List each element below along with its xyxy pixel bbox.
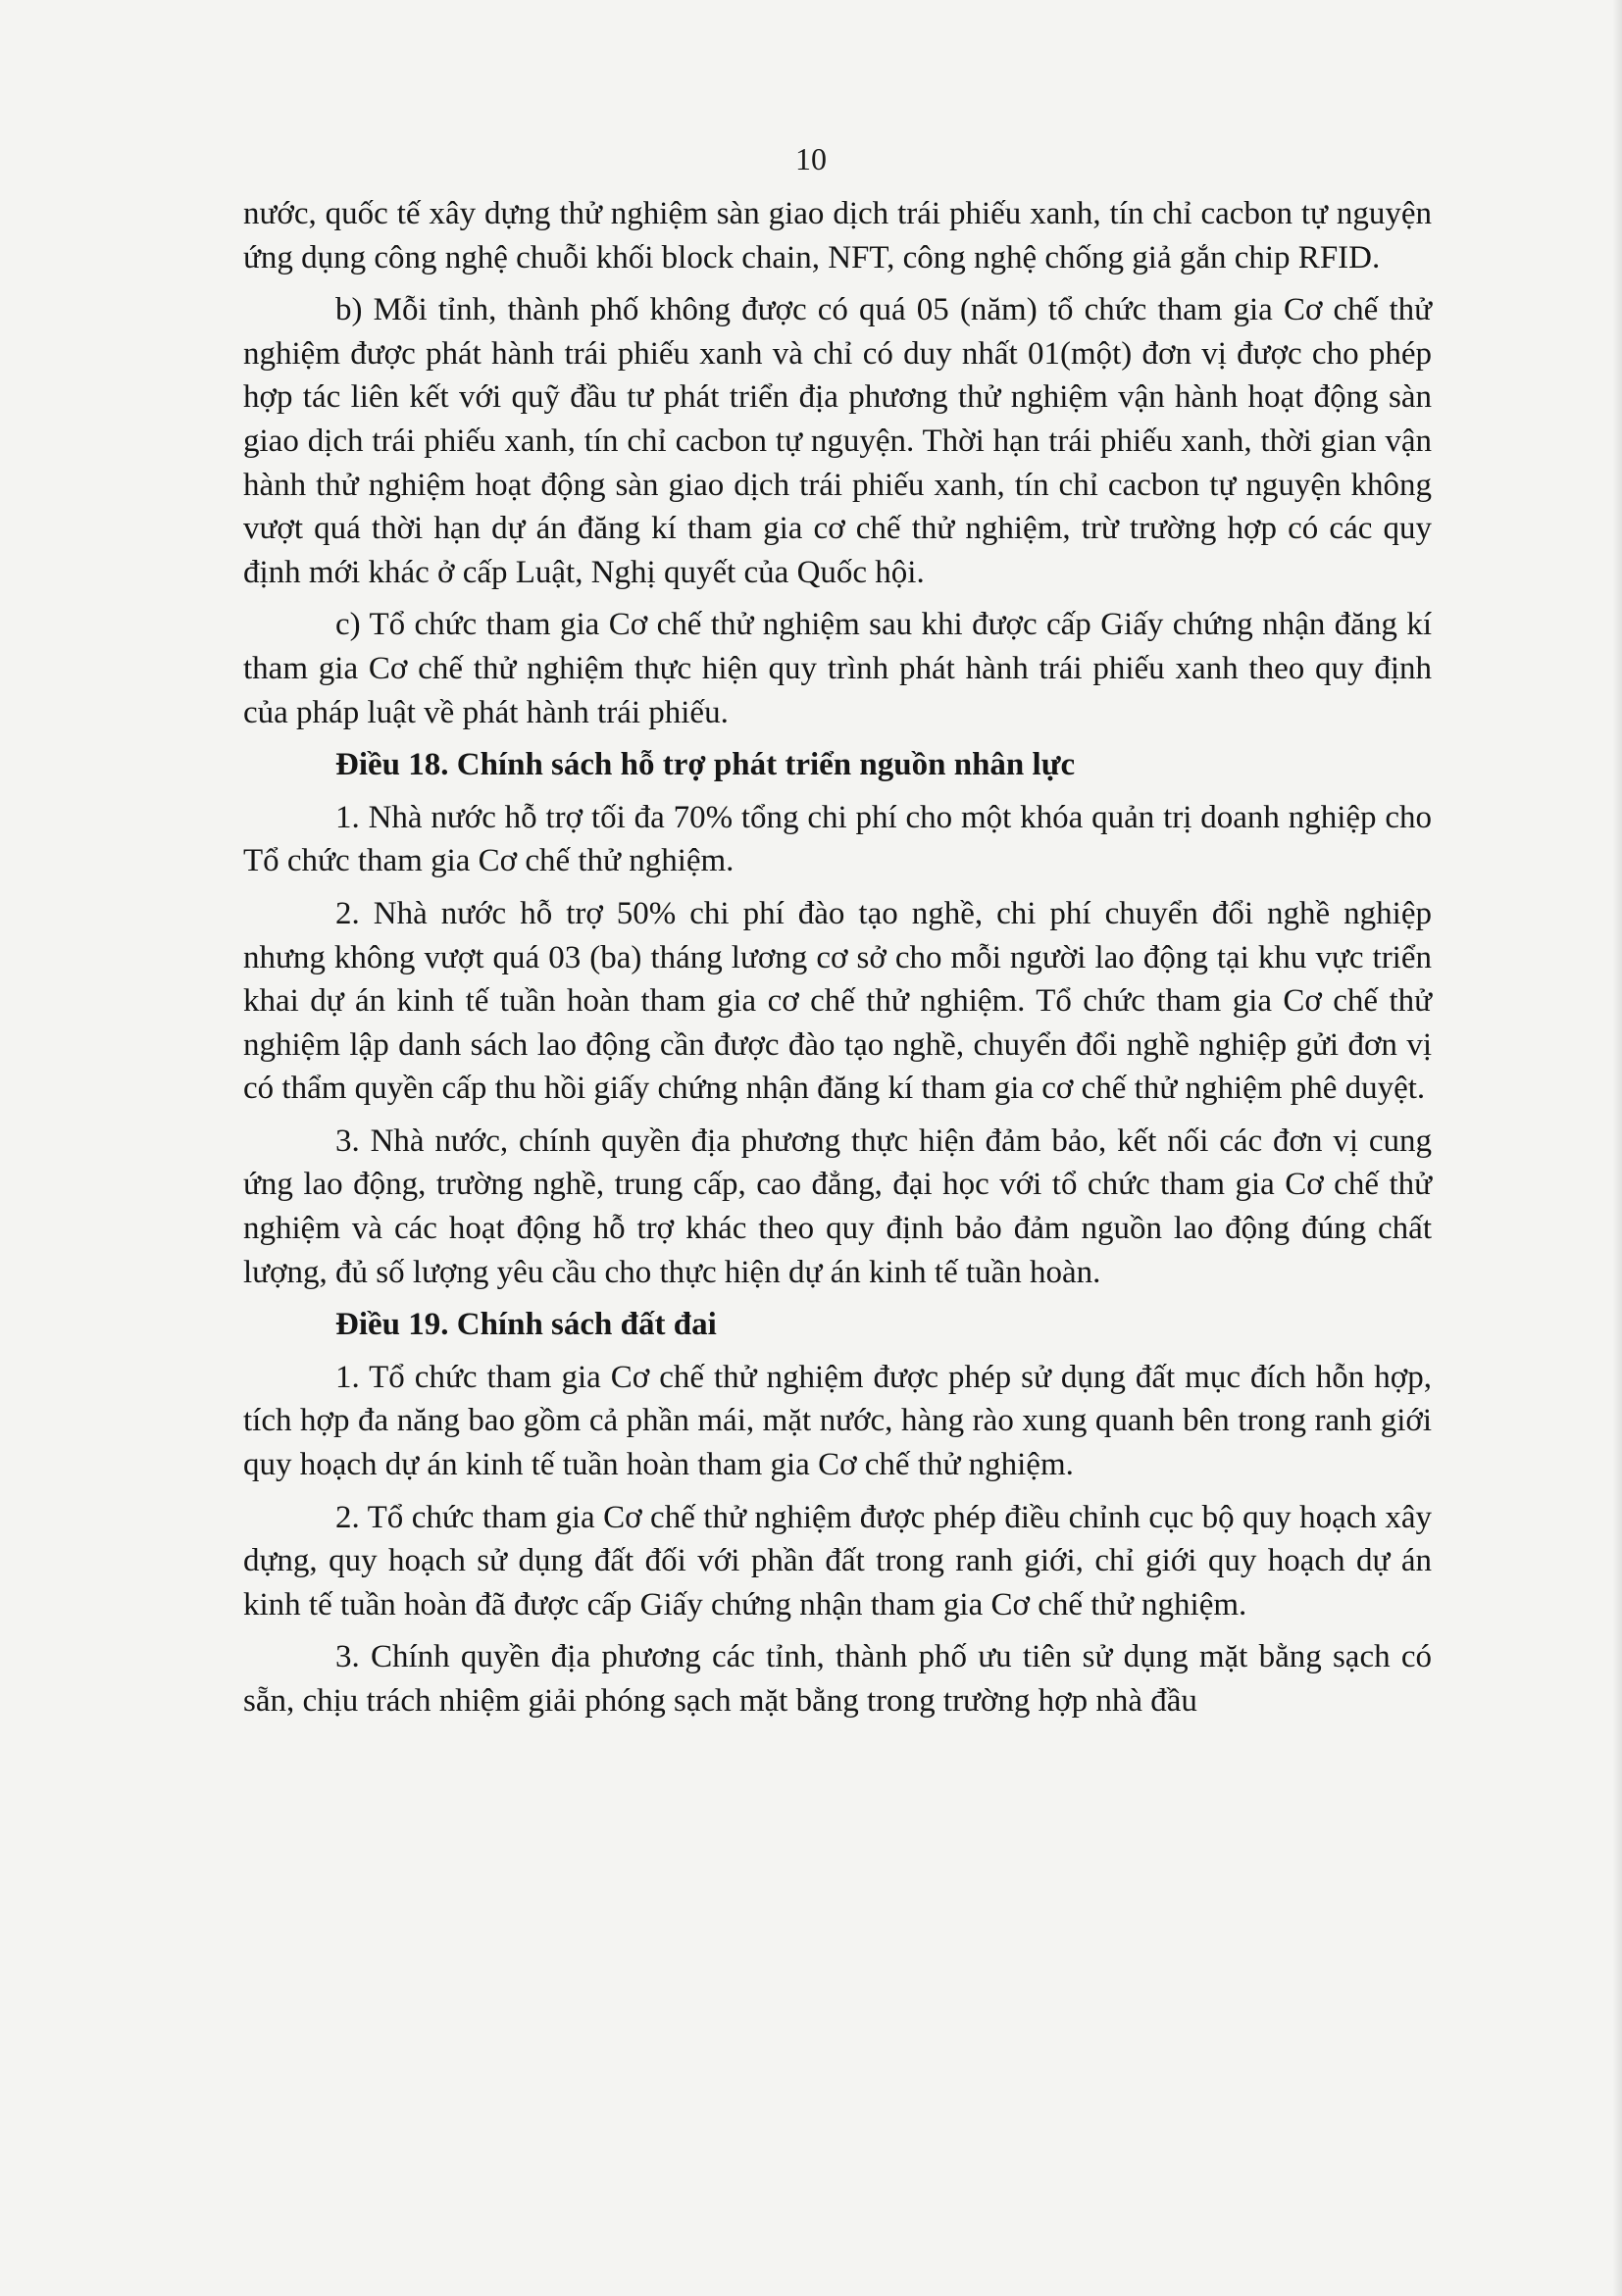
paragraph-c: c) Tổ chức tham gia Cơ chế thử nghiệm sau khi được cấp Giấy chứng nhận đăng kí tham gia Cơ chế thử nghiệm thực hiện quy trình phát hành trái phiếu xanh theo quy định của pháp luật về phát hành trái phiếu. (243, 607, 1432, 730)
article-18-clause-1: 1. Nhà nước hỗ trợ tối đa 70% tổng chi phí cho một khóa quản trị doanh nghiệp cho Tổ chức tham gia Cơ chế thử nghiệm. (243, 799, 1432, 879)
article-18-clause-2: 2. Nhà nước hỗ trợ 50% chi phí đào tạo nghề, chi phí chuyển đổi nghề nghiệp nhưng không vượt quá 03 (ba) tháng lương cơ sở cho mỗi người lao động tại khu vực triển khai dự án kinh tế tuần hoàn tham gia cơ chế thử nghiệm. Tổ chức tham gia Cơ chế thử nghiệm lập danh sách lao động cần được đào tạo nghề, chuyển đổi nghề nghiệp gửi đơn vị có thẩm quyền cấp thu hồi giấy chứng nhận đăng kí tham gia cơ chế thử nghiệm phê duyệt. (243, 895, 1432, 1107)
paragraph-continued: nước, quốc tế xây dựng thử nghiệm sàn giao dịch trái phiếu xanh, tín chỉ cacbon tự nguyện ứng dụng công nghệ chuỗi khối block chain, NFT, công nghệ chống giả gắn chip RFID. (243, 196, 1432, 275)
article-18-heading: Điều 18. Chính sách hỗ trợ phát triển nguồn nhân lực (335, 747, 1076, 783)
paragraph-b: b) Mỗi tỉnh, thành phố không được có quá 05 (năm) tổ chức tham gia Cơ chế thử nghiệm được phát hành trái phiếu xanh và chỉ có duy nhất 01(một) đơn vị được cho phép hợp tác liên kết với quỹ đầu tư phát triển địa phương thử nghiệm vận hành hoạt động sàn giao dịch trái phiếu xanh, tín chỉ cacbon tự nguyện. Thời hạn trái phiếu xanh, thời gian vận hành thử nghiệm hoạt động sàn giao dịch trái phiếu xanh, tín chỉ cacbon tự nguyện không vượt quá thời hạn dự án đăng kí tham gia cơ chế thử nghiệm, trừ trường hợp có các quy định mới khác ở cấp Luật, Nghị quyết của Quốc hội. (243, 292, 1432, 590)
article-19-clause-2: 2. Tổ chức tham gia Cơ chế thử nghiệm được phép điều chỉnh cục bộ quy hoạch xây dựng, quy hoạch sử dụng đất đối với phần đất trong ranh giới, chỉ giới quy hoạch dự án kinh tế tuần hoàn đã được cấp Giấy chứng nhận tham gia Cơ chế thử nghiệm. (243, 1499, 1432, 1622)
article-19-clause-1: 1. Tổ chức tham gia Cơ chế thử nghiệm được phép sử dụng đất mục đích hỗn hợp, tích hợp đa năng bao gồm cả phần mái, mặt nước, hàng rào xung quanh bên trong ranh giới quy hoạch dự án kinh tế tuần hoàn tham gia Cơ chế thử nghiệm. (243, 1359, 1432, 1483)
article-19-clause-3: 3. Chính quyền địa phương các tỉnh, thành phố ưu tiên sử dụng mặt bằng sạch có sẵn, chịu trách nhiệm giải phóng sạch mặt bằng trong trường hợp nhà đầu (243, 1639, 1432, 1719)
article-19-heading: Điều 19. Chính sách đất đai (335, 1307, 717, 1343)
scan-edge-shadow (1612, 0, 1622, 2296)
page-number: 10 (795, 141, 827, 176)
article-18-clause-3: 3. Nhà nước, chính quyền địa phương thực hiện đảm bảo, kết nối các đơn vị cung ứng lao động, trường nghề, trung cấp, cao đẳng, đại học với tổ chức tham gia Cơ chế thử nghiệm và các hoạt động hỗ trợ khác theo quy định bảo đảm nguồn lao động đúng chất lượng, đủ số lượng yêu cầu cho thực hiện dự án kinh tế tuần hoàn. (243, 1123, 1432, 1290)
document-body (243, 192, 1432, 1732)
